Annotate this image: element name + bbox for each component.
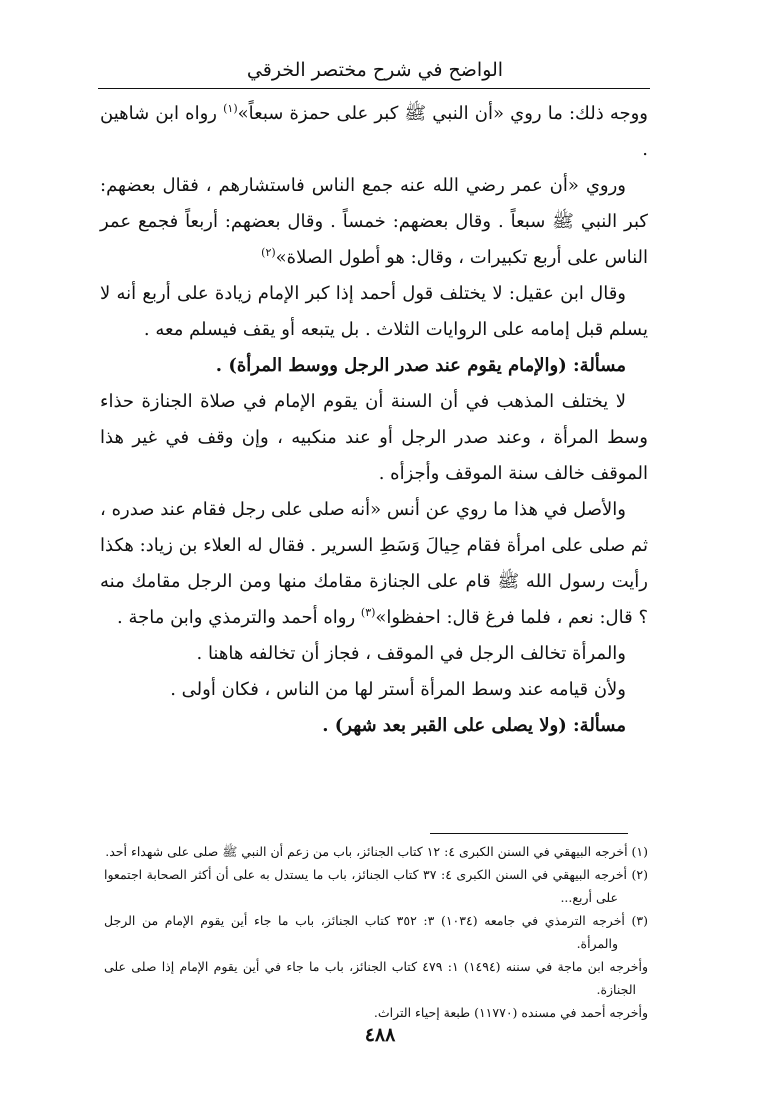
footnote-continuation: وأخرجه أحمد في مسنده (١١٧٧٠) طبعة إحياء التراث. xyxy=(373,1005,648,1020)
footnote-divider xyxy=(430,833,628,834)
paragraph: والمرأة تخالف الرجل في الموقف ، فجاز أن تخالفه هاهنا . xyxy=(196,643,626,664)
issue-heading: مسألة: (والإمام يقوم عند صدر الرجل ووسط المرأة) . xyxy=(215,355,626,376)
paragraph-text: وروي «أن عمر رضي الله عنه جمع الناس فاستشارهم ، فقال بعضهم: كبر النبي ﷺ سبعاً . وقال بعضهم: خمساً . وقال بعضهم: أربعاً فجمع عمر الناس على أربع تكبيرات ، وقال: هو أطول الصلاة» xyxy=(100,175,648,268)
main-text xyxy=(100,96,648,744)
footnote-ref[interactable]: (١) xyxy=(223,102,238,115)
footnote: (٣) أخرجه الترمذي في جامعه (١٠٣٤) ٣: ٣٥٢ كتاب الجنائز، باب ما جاء أين يقوم الإمام من الرجل والمرأة. xyxy=(104,913,649,951)
running-header: الواضح في شرح مختصر الخرقي xyxy=(246,59,504,81)
paragraph xyxy=(100,168,648,276)
footnote: (٢) أخرجه البيهقي في السنن الكبرى ٤: ٣٧ كتاب الجنائز، باب ما يستدل به على أن أكثر الصحابة اجتمعوا على أربع... xyxy=(104,867,649,905)
paragraph xyxy=(100,492,648,636)
footnote: (١) أخرجه البيهقي في السنن الكبرى ٤: ١٢ كتاب الجنائز، باب من زعم أن النبي ﷺ صلى على شهداء أحد. xyxy=(105,844,648,859)
paragraph: وقال ابن عقيل: لا يختلف قول أحمد إذا كبر الإمام زيادة على أربع أنه لا يسلم قبل إمامه على الروايات الثلاث . بل يتبعه أو يقف فيسلم معه . xyxy=(100,283,648,340)
page-number: ٤٨٨ xyxy=(364,1024,396,1046)
paragraph: لا يختلف المذهب في أن السنة أن يقوم الإمام في صلاة الجنازة حذاء وسط المرأة ، وعند صدر الرجل أو عند منكبيه ، وإن وقف في غير هذا الموقف خالف سنة الموقف وأجزأه . xyxy=(100,391,648,484)
paragraph-text: والأصل في هذا ما روي عن أنس «أنه صلى على رجل فقام عند صدره ، ثم صلى على امرأة فقام حِيالَ وَسَطِ السرير . فقال له العلاء بن زياد: هكذا رأيت رسول الله ﷺ قام على الجنازة مقامك منها ومن الرجل مقامك منه ؟ قال: نعم ، فلما فرغ قال: احفظوا» xyxy=(100,499,648,628)
footnote-ref[interactable]: (٢) xyxy=(261,246,276,259)
paragraph-text: رواه أحمد والترمذي وابن ماجة . xyxy=(117,607,361,628)
issue-heading: مسألة: (ولا يصلى على القبر بعد شهر) . xyxy=(322,715,626,736)
paragraph-text: ووجه ذلك: ما روي «أن النبي ﷺ كبر على حمزة سبعاً» xyxy=(237,103,649,124)
footnote-continuation: وأخرجه ابن ماجة في سننه (١٤٩٤) ١: ٤٧٩ كتاب الجنائز، باب ما جاء في أين يقوم الإمام إذا صلى على الجنازة. xyxy=(104,959,648,997)
paragraph xyxy=(100,96,648,168)
paragraph-text: رواه ابن شاهين . xyxy=(100,103,648,160)
footnotes xyxy=(104,840,648,1024)
header-divider xyxy=(98,88,650,89)
footnote-ref[interactable]: (٣) xyxy=(360,606,376,619)
paragraph: ولأن قيامه عند وسط المرأة أستر لها من الناس ، فكان أولى . xyxy=(170,679,626,700)
